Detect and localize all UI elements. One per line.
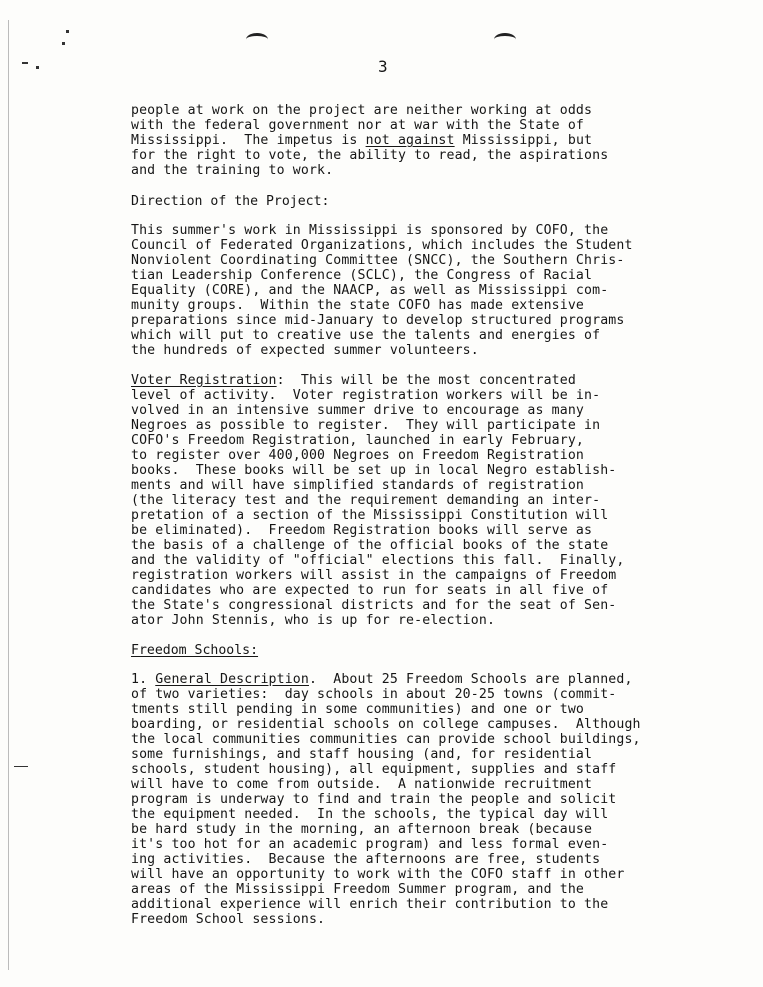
underlined-text: Voter Registration: [131, 373, 277, 388]
text-run: Mississippi. The impetus is: [131, 133, 366, 148]
text-run: . About 25 Freedom Schools are planned,: [308, 672, 633, 687]
text-run: the basis of a challenge of the official books of the state: [131, 538, 609, 553]
text-run: be eliminated). Freedom Registration books will serve as: [131, 523, 593, 538]
text-line: [131, 388, 731, 403]
text-run: the State's congressional districts and for the seat of Sen-: [131, 598, 617, 613]
text-line: [131, 687, 731, 702]
text-run: and the validity of "official" elections this fall. Finally,: [131, 553, 625, 568]
text-run: program is underway to find and train the people and solicit: [131, 792, 617, 807]
text-line: [131, 852, 731, 867]
underlined-text: General Description: [155, 672, 309, 687]
text-line: [131, 732, 731, 747]
text-line: [131, 463, 731, 478]
text-line: [131, 672, 731, 687]
text-run: books. These books will be set up in local Negro establish-: [131, 463, 617, 478]
text-run: ator John Stennis, who is up for re-election.: [131, 613, 496, 628]
text-line: [131, 807, 731, 822]
text-run: (the literacy test and the requirement demanding an inter-: [131, 493, 601, 508]
text-run: the local communities communities can provide school buildings,: [131, 732, 641, 747]
text-run: tian Leadership Conference (SCLC), the Congress of Racial: [131, 268, 593, 283]
text-run: ing activities. Because the afternoons are free, students: [131, 852, 601, 867]
text-line: [131, 478, 731, 493]
underlined-text: not against: [365, 133, 455, 148]
text-line: [131, 373, 731, 388]
text-run: boarding, or residential schools on college campuses. Although: [131, 717, 641, 732]
text-line: [131, 238, 731, 253]
text-line: [131, 702, 731, 717]
text-line: [131, 777, 731, 792]
text-line: [131, 568, 731, 583]
scan-speck: [22, 62, 28, 64]
text-line: [131, 747, 731, 762]
text-run: preparations since mid-January to develop structured programs: [131, 313, 625, 328]
text-run: level of activity. Voter registration workers will be in-: [131, 388, 601, 403]
text-run: which will put to creative use the talents and energies of: [131, 328, 601, 343]
text-line: [131, 867, 731, 882]
freedom-schools-heading: Freedom Schools:: [131, 643, 259, 658]
text-line: [131, 223, 731, 238]
text-line: [131, 328, 731, 343]
text-line: [131, 133, 731, 148]
text-run: registration workers will assist in the campaigns of Freedom: [131, 568, 617, 583]
text-run: will have an opportunity to work with the COFO staff in other: [131, 867, 625, 882]
text-line: [131, 538, 731, 553]
text-line: [131, 613, 731, 628]
text-line: [131, 598, 731, 613]
text-run: schools, student housing), all equipment, supplies and staff: [131, 762, 617, 777]
scan-speck: [36, 66, 39, 69]
text-run: with the federal government nor at war with the State of: [131, 118, 585, 133]
text-line: [131, 118, 731, 133]
text-line: [131, 418, 731, 433]
text-run: it's too hot for an academic program) and less formal even-: [131, 837, 609, 852]
text-run: candidates who are expected to run for seats in all five of: [131, 583, 609, 598]
text-line: [131, 403, 731, 418]
text-line: [131, 897, 731, 912]
text-line: [131, 298, 731, 313]
text-line: [131, 583, 731, 598]
text-run: Negroes as possible to register. They will participate in: [131, 418, 601, 433]
hole-punch-mark-right: [494, 33, 516, 46]
text-line: [131, 448, 731, 463]
text-run: : This will be the most concentrated: [276, 373, 576, 388]
text-line: [131, 253, 731, 268]
text-run: ments and will have simplified standards of registration: [131, 478, 585, 493]
text-run: to register over 400,000 Negroes on Freedom Registration: [131, 448, 585, 463]
text-run: the hundreds of expected summer volunteers.: [131, 343, 479, 358]
text-line: [131, 343, 731, 358]
text-line: [131, 553, 731, 568]
text-run: Mississippi, but: [454, 133, 593, 148]
text-run: areas of the Mississippi Freedom Summer program, and the: [131, 882, 585, 897]
text-line: [131, 762, 731, 777]
text-run: volved in an intensive summer drive to encourage as many: [131, 403, 585, 418]
text-line: [131, 822, 731, 837]
text-run: people at work on the project are neither working at odds: [131, 103, 593, 118]
text-line: [131, 103, 731, 118]
text-line: [131, 433, 731, 448]
text-run: the equipment needed. In the schools, the typical day will: [131, 807, 609, 822]
text-line: [131, 792, 731, 807]
text-line: [131, 837, 731, 852]
text-line: [131, 508, 731, 523]
page-number: 3: [378, 57, 389, 76]
text-run: tments still pending in some communities) and one or two: [131, 702, 585, 717]
freedom-schools-paragraph: [131, 672, 731, 927]
text-run: This summer's work in Mississippi is sponsored by COFO, the: [131, 223, 609, 238]
text-run: Equality (CORE), and the NAACP, as well as Mississippi com-: [131, 283, 609, 298]
text-line: [131, 493, 731, 508]
direction-paragraph: [131, 223, 731, 358]
intro-paragraph: [131, 103, 731, 178]
text-run: will have to come from outside. A nationwide recruitment: [131, 777, 593, 792]
text-run: some furnishings, and staff housing (and, for residential: [131, 747, 593, 762]
text-line: [131, 882, 731, 897]
text-line: [131, 268, 731, 283]
text-run: additional experience will enrich their contribution to the: [131, 897, 609, 912]
direction-heading: Direction of the Project:: [131, 194, 330, 209]
scan-speck: [14, 766, 28, 767]
scan-edge-line: [8, 20, 9, 970]
text-line: [131, 912, 731, 927]
scan-speck: [66, 30, 69, 33]
text-line: [131, 148, 731, 163]
text-line: [131, 523, 731, 538]
text-run: be hard study in the morning, an afternoon break (because: [131, 822, 593, 837]
text-run: pretation of a section of the Mississippi Constitution will: [131, 508, 609, 523]
text-run: and the training to work.: [131, 163, 334, 178]
text-line: [131, 313, 731, 328]
text-run: Council of Federated Organizations, which includes the Student: [131, 238, 633, 253]
text-run: COFO's Freedom Registration, launched in early February,: [131, 433, 585, 448]
text-run: Freedom School sessions.: [131, 912, 326, 927]
text-run: of two varieties: day schools in about 20-25 towns (commit-: [131, 687, 617, 702]
voter-registration-paragraph: [131, 373, 731, 628]
text-line: [131, 163, 731, 178]
hole-punch-mark-left: [246, 33, 268, 46]
text-line: [131, 717, 731, 732]
text-run: 1.: [131, 672, 156, 687]
scan-speck: [62, 42, 65, 45]
text-run: Nonviolent Coordinating Committee (SNCC), the Southern Chris-: [131, 253, 625, 268]
text-run: munity groups. Within the state COFO has made extensive: [131, 298, 585, 313]
text-run: for the right to vote, the ability to read, the aspirations: [131, 148, 609, 163]
text-line: [131, 283, 731, 298]
